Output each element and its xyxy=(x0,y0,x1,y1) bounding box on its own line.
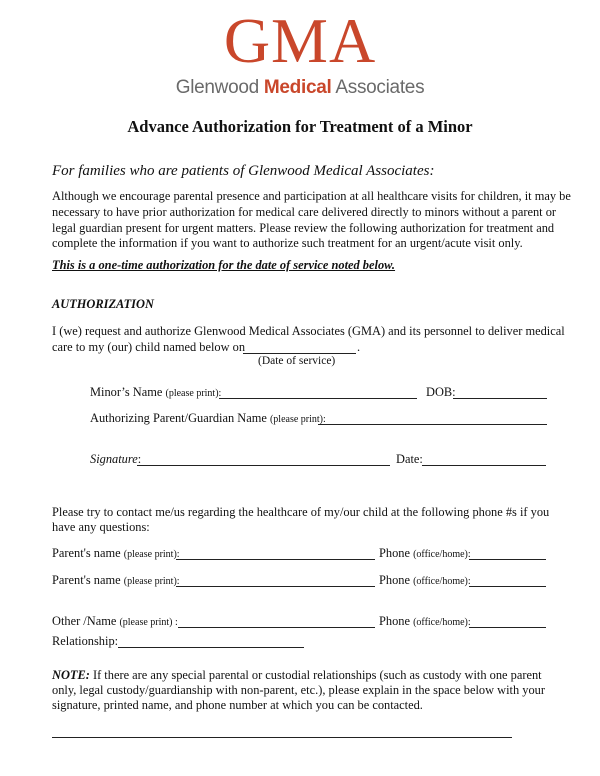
signature-text: Signature xyxy=(90,452,138,466)
form-title: Advance Authorization for Treatment of a Minor xyxy=(127,117,473,136)
dob-field[interactable] xyxy=(453,398,547,399)
phone-text: Phone xyxy=(379,546,410,560)
signature-label xyxy=(90,452,141,467)
note-line-3: signature, printed name, and phone number at which you can be contacted. xyxy=(52,698,423,712)
logo-word-glenwood: Glenwood xyxy=(175,77,259,98)
relationship-field[interactable] xyxy=(118,647,304,648)
signature-field[interactable] xyxy=(137,465,390,466)
phone-text: Phone xyxy=(379,573,410,587)
authorizing-name-label xyxy=(90,411,326,426)
other-name-field[interactable] xyxy=(178,627,375,628)
please-print-note: (please print) : xyxy=(119,617,178,628)
date-field[interactable] xyxy=(422,465,546,466)
contact-line-2: have any questions: xyxy=(52,520,150,534)
phone-2-field[interactable] xyxy=(469,586,546,587)
date-label: Date: xyxy=(396,452,423,466)
date-of-service-caption: (Date of service) xyxy=(258,355,336,367)
parent-name-text: Parent's name xyxy=(52,573,121,587)
note-line-2: only, legal custody/guardianship with non-parent, etc.), please explain in the space below with your xyxy=(52,683,545,697)
intro-paragraph xyxy=(52,189,571,252)
contact-line-1: Please try to contact me/us regarding the healthcare of my/our child at the following phone #s if you xyxy=(52,505,550,519)
authorization-period: . xyxy=(357,340,361,354)
authorization-line-1: I (we) request and authorize Glenwood Medical Associates (GMA) and its personnel to deliver medical xyxy=(52,324,565,338)
parent-name-2-label xyxy=(52,573,180,588)
minor-name-text: Minor’s Name xyxy=(90,385,163,399)
other-name-text: Other /Name xyxy=(52,614,117,628)
relationship-label: Relationship: xyxy=(52,634,119,648)
paragraph-line: legal guardian present for urgent matters. Please review the following authorization for treatment and xyxy=(52,220,555,235)
phone-1-label xyxy=(379,546,471,561)
paragraph-line: necessary to have prior authorization for medical care delivered directly to minors without a parent or xyxy=(52,204,557,219)
explanation-field[interactable] xyxy=(52,737,512,738)
phone-text: Phone xyxy=(379,614,410,628)
signature-colon: : xyxy=(137,452,142,466)
office-home-note: (office/home): xyxy=(413,576,471,587)
other-name-label xyxy=(52,614,178,629)
phone-3-field[interactable] xyxy=(469,627,546,628)
note-line-1 xyxy=(52,668,542,683)
note-label: NOTE: xyxy=(52,668,90,682)
gma-logo-subtitle xyxy=(0,77,600,99)
logo-word-associates: Associates xyxy=(335,77,425,98)
parent-name-1-field[interactable] xyxy=(176,559,375,560)
authorizing-name-field[interactable] xyxy=(318,424,547,425)
authorizing-name-text: Authorizing Parent/Guardian Name xyxy=(90,411,267,425)
logo-word-medical: Medical xyxy=(263,77,332,98)
please-print-note: (please print): xyxy=(123,549,180,560)
phone-2-label xyxy=(379,573,471,588)
please-print-note: (please print): xyxy=(269,414,326,425)
parent-name-1-label xyxy=(52,546,180,561)
office-home-note: (office/home): xyxy=(413,549,471,560)
dob-label: DOB: xyxy=(426,385,456,399)
gma-logo: GMA xyxy=(223,5,377,76)
please-print-note: (please print): xyxy=(123,576,180,587)
date-of-service-field[interactable] xyxy=(243,353,356,354)
minor-name-label xyxy=(90,385,221,400)
note-text: If there are any special parental or custodial relationships (such as custody with one parent xyxy=(89,668,542,682)
phone-1-field[interactable] xyxy=(469,559,546,560)
authorization-line-2: care to my (our) child named below on xyxy=(52,340,246,354)
phone-3-label xyxy=(379,614,471,629)
one-time-notice: This is a one-time authorization for the date of service noted below. xyxy=(52,258,396,272)
authorization-heading: AUTHORIZATION xyxy=(52,297,154,311)
minor-name-field[interactable] xyxy=(219,398,417,399)
office-home-note: (office/home): xyxy=(413,617,471,628)
parent-name-2-field[interactable] xyxy=(176,586,375,587)
parent-name-text: Parent's name xyxy=(52,546,121,560)
paragraph-line: Although we encourage parental presence and participation at all healthcare visits for children, it may be xyxy=(52,189,571,203)
paragraph-line: complete the information if you want to authorize such treatment for an urgent/acute visit only. xyxy=(52,236,523,251)
please-print-note: (please print): xyxy=(165,388,222,399)
intro-line: For families who are patients of Glenwood Medical Associates: xyxy=(52,163,435,179)
